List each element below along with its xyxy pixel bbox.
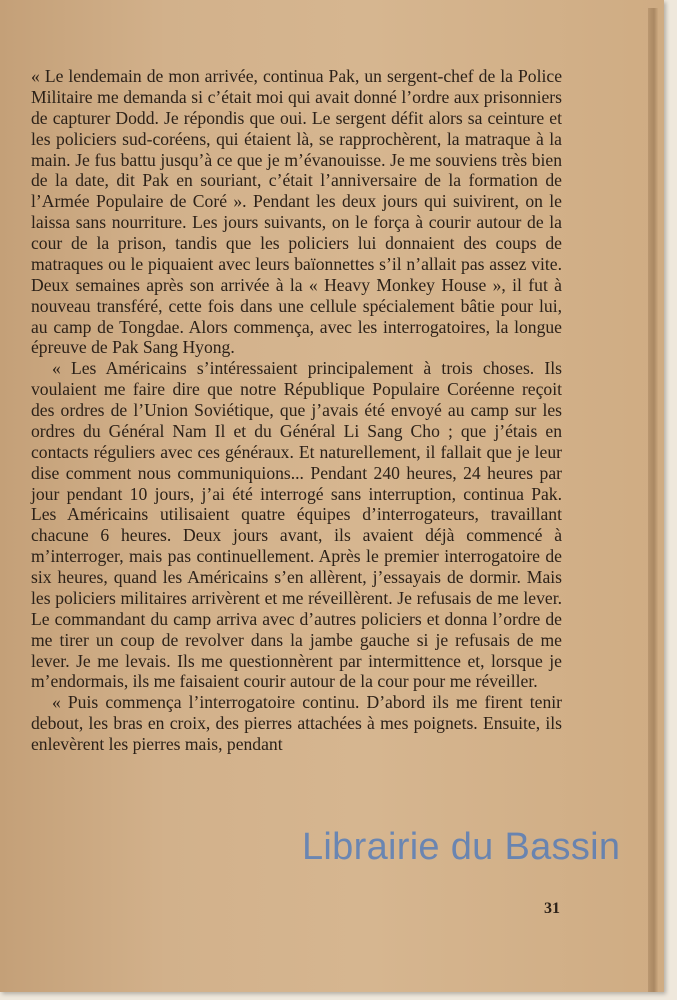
page-number: 31: [544, 900, 560, 917]
page-edge-shadow: [648, 8, 658, 992]
paragraph-2: « Les Américains s’intéressaient principalement à trois choses. Ils voulaient me faire dire que notre République Populaire Coréenne reçoit des ordres de l’Union Soviétique, que j’avais été envoyé au camp sur les ordres du Général Nam Il et du Général Li Sang Cho ; que j’étais en contacts réguliers avec ces généraux. Et naturellement, il fallait que je leur dise comment nous communiquions... Pendant 240 heures, 24 heures par jour pendant 10 jours, j’ai été interrogé sans interruption, continua Pak. Les Américains utilisaient quatre équipes d’interrogateurs, travaillant chacune 6 heures. Deux jours avant, ils avaient déjà commencé à m’interroger, mais pas continuellement. Après le premier interrogatoire de six heures, quand les Américains s’en allèrent, j’essayais de dormir. Mais les policiers militaires arrivèrent et me réveillèrent. Je refusais de me lever. Le commandant du camp arriva avec d’autres policiers et donna l’ordre de me tirer un coup de revolver dans la jambe gauche si je refusais de me lever. Je me levais. Ils me questionnèrent par intermittence et, lorsque je m’endormais, ils me faisaient courir autour de la cour pour me réveiller.: [31, 358, 562, 692]
paragraph-3: « Puis commença l’interrogatoire continu. D’abord ils me firent tenir debout, les bras en croix, des pierres attachées à mes poignets. Ensuite, ils enlevèrent les pierres mais, pendant: [31, 692, 562, 754]
paragraph-1: « Le lendemain de mon arrivée, continua Pak, un sergent-chef de la Police Militaire me demanda si c’était moi qui avait donné l’ordre aux prisonniers de capturer Dodd. Je répondis que oui. Le sergent défit alors sa ceinture et les policiers sud-coréens, qui étaient là, se rapprochèrent, la matraque à la main. Je fus battu jusqu’à ce que je m’évanouisse. Je me souviens très bien de la date, dit Pak en souriant, c’était l’anniversaire de la formation de l’Armée Populaire de Coré ». Pendant les deux jours qui suivirent, on le laissa sans nourriture. Les jours suivants, on le força à courir autour de la cour de la prison, tandis que les policiers lui donnaient des coups de matraques ou le piquaient avec leurs baïonnettes s’il n’allait pas assez vite. Deux semaines après son arrivée à la « Heavy Monkey House », il fut à nouveau transféré, cette fois dans une cellule spécialement bâtie pour lui, au camp de Tongdae. Alors commença, avec les interrogatoires, la longue épreuve de Pak Sang Hyong.: [31, 66, 562, 358]
watermark-text: Librairie du Bassin: [302, 826, 621, 868]
body-text: [31, 66, 562, 755]
